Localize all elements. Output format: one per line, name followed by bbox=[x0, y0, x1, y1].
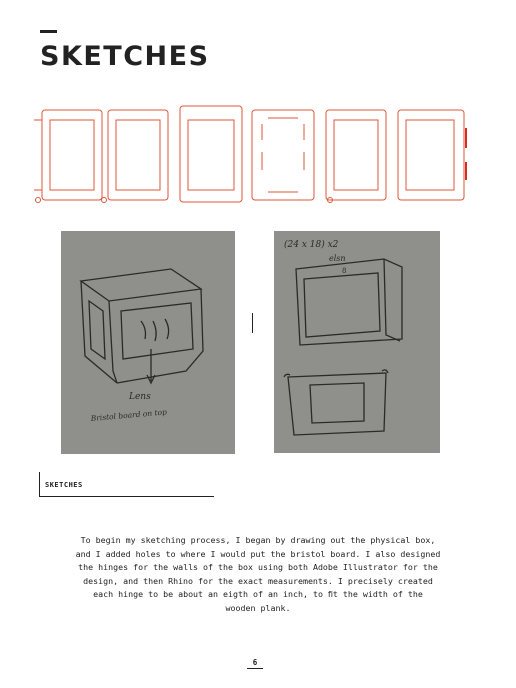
hinge-laser-cut-drawing bbox=[30, 100, 480, 210]
dims-label: (24 x 18) x2 bbox=[284, 240, 339, 250]
divider-line bbox=[252, 313, 253, 333]
eight-label: 8 bbox=[342, 267, 347, 275]
title-dash bbox=[40, 30, 57, 33]
lens-label: Lens bbox=[129, 392, 151, 402]
bristol-label: Bristol board on top bbox=[90, 407, 168, 423]
body-paragraph: To begin my sketching process, I began by drawing out the physical box, and I added holes to where I would put the bristol board. I also designed the hinges for the walls of the box using both Adobe Illustrator for the design, and then Rhino for the exact measurements. I precisely created each hinge to be about an eigth of an inch, to ﬁt the width of the wooden plank. bbox=[75, 535, 441, 613]
page-number: 6 bbox=[247, 658, 263, 669]
panel-6 bbox=[398, 110, 464, 200]
sketch-1-drawing bbox=[61, 231, 235, 454]
caption-label: SKETCHES bbox=[45, 481, 83, 489]
sketch-photo-box-lens bbox=[61, 231, 235, 454]
panel-1 bbox=[34, 110, 102, 203]
caption-box bbox=[39, 472, 214, 497]
panel-3 bbox=[180, 106, 242, 202]
elsn-label: elsn bbox=[329, 254, 346, 263]
panel-4 bbox=[252, 110, 314, 200]
page-title: SKETCHES bbox=[40, 41, 210, 72]
panel-2 bbox=[102, 110, 169, 203]
panel-5 bbox=[326, 110, 386, 203]
sketch-2-drawing bbox=[274, 231, 440, 453]
sketch-photo-frame bbox=[274, 231, 440, 453]
